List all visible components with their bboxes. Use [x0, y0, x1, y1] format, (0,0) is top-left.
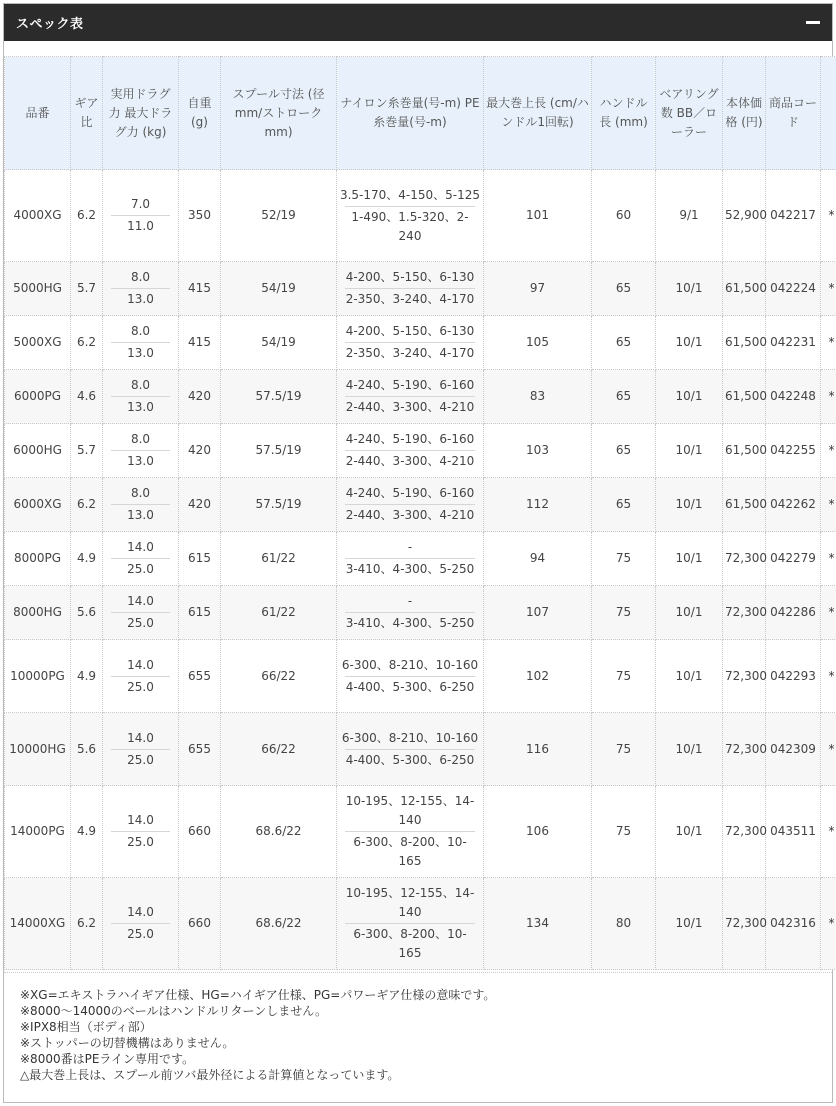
- cell-weight: 615: [179, 532, 221, 586]
- cell-drag-top: 8.0: [130, 378, 151, 392]
- cell-drag-bottom: 25.0: [111, 558, 170, 579]
- cell-weight: 655: [179, 713, 221, 786]
- cell-weight: 415: [179, 262, 221, 316]
- cell-mark: *: [821, 170, 836, 262]
- cell-spool: 68.6/22: [221, 786, 337, 878]
- column-header-mark: [821, 57, 836, 170]
- cell-model: 10000HG: [5, 713, 71, 786]
- cell-model: 6000HG: [5, 424, 71, 478]
- cell-drag: [103, 713, 179, 786]
- cell-retrieve: 105: [484, 316, 592, 370]
- cell-gear-ratio: 5.6: [71, 713, 103, 786]
- cell-code: 042224: [766, 262, 821, 316]
- cell-retrieve: 101: [484, 170, 592, 262]
- cell-handle: 65: [592, 478, 656, 532]
- cell-drag-bottom: 13.0: [111, 504, 170, 525]
- column-header-bearing: ベアリング数 BB／ローラー: [656, 57, 723, 170]
- cell-model: 8000PG: [5, 532, 71, 586]
- cell-bearing: 10/1: [656, 878, 723, 970]
- cell-spool: 68.6/22: [221, 878, 337, 970]
- panel-title: スペック表: [16, 17, 84, 32]
- column-header-spool: スプール寸法 (径mm/ストローク mm): [221, 57, 337, 170]
- cell-bearing: 10/1: [656, 586, 723, 640]
- cell-mark: *: [821, 316, 836, 370]
- cell-bearing: 10/1: [656, 786, 723, 878]
- cell-mark: *: [821, 424, 836, 478]
- cell-price: 61,500: [723, 424, 766, 478]
- cell-mark: *: [821, 586, 836, 640]
- cell-model: 14000PG: [5, 786, 71, 878]
- cell-line-capacity: [337, 370, 484, 424]
- cell-model: 5000XG: [5, 316, 71, 370]
- cell-bearing: 9/1: [656, 170, 723, 262]
- cell-spool: 66/22: [221, 640, 337, 713]
- cell-handle: 75: [592, 586, 656, 640]
- cell-line-capacity-top: 3.5-170、4-150、5-125: [339, 187, 481, 202]
- cell-bearing: 10/1: [656, 478, 723, 532]
- cell-line-capacity-top: 10-195、12-155、14-140: [345, 886, 475, 919]
- table-row: [5, 424, 836, 478]
- cell-drag-bottom: 25.0: [111, 676, 170, 697]
- cell-gear-ratio: 6.2: [71, 170, 103, 262]
- cell-model: 6000XG: [5, 478, 71, 532]
- cell-retrieve: 107: [484, 586, 592, 640]
- cell-line-capacity: [337, 316, 484, 370]
- cell-gear-ratio: 4.6: [71, 370, 103, 424]
- cell-bearing: 10/1: [656, 262, 723, 316]
- cell-line-capacity: [337, 424, 484, 478]
- cell-retrieve: 94: [484, 532, 592, 586]
- column-header-model: 品番: [5, 57, 71, 170]
- cell-code: 042262: [766, 478, 821, 532]
- cell-line-capacity-bottom: 3-410、4-300、5-250: [345, 558, 475, 579]
- cell-gear-ratio: 6.2: [71, 316, 103, 370]
- cell-gear-ratio: 5.6: [71, 586, 103, 640]
- cell-line-capacity: [337, 478, 484, 532]
- cell-line-capacity-top: 6-300、8-210、10-160: [341, 657, 479, 672]
- cell-line-capacity-bottom: 6-300、8-200、10-165: [345, 831, 475, 871]
- cell-drag: [103, 424, 179, 478]
- cell-handle: 80: [592, 878, 656, 970]
- cell-retrieve: 134: [484, 878, 592, 970]
- spec-table-wrapper: [4, 56, 835, 970]
- cell-drag-top: 14.0: [127, 905, 154, 919]
- cell-drag: [103, 532, 179, 586]
- cell-retrieve: 83: [484, 370, 592, 424]
- cell-line-capacity-bottom: 4-400、5-300、6-250: [345, 676, 475, 697]
- cell-price: 72,300: [723, 786, 766, 878]
- cell-code: 043511: [766, 786, 821, 878]
- cell-retrieve: 116: [484, 713, 592, 786]
- cell-code: 042279: [766, 532, 821, 586]
- cell-spool: 54/19: [221, 316, 337, 370]
- note-line: ※8000～14000のベールはハンドルリターンしません。: [20, 1004, 328, 1018]
- cell-line-capacity: [337, 586, 484, 640]
- cell-gear-ratio: 5.7: [71, 262, 103, 316]
- cell-drag: [103, 786, 179, 878]
- cell-gear-ratio: 4.9: [71, 786, 103, 878]
- cell-code: 042248: [766, 370, 821, 424]
- table-row: [5, 370, 836, 424]
- cell-mark: *: [821, 640, 836, 713]
- column-header-code: 商品コード: [766, 57, 821, 170]
- cell-drag-top: 14.0: [127, 813, 154, 827]
- cell-price: 72,300: [723, 713, 766, 786]
- cell-price: 72,300: [723, 532, 766, 586]
- cell-drag-bottom: 25.0: [111, 749, 170, 770]
- cell-spool: 57.5/19: [221, 478, 337, 532]
- cell-weight: 660: [179, 878, 221, 970]
- table-row: [5, 532, 836, 586]
- cell-gear-ratio: 4.9: [71, 532, 103, 586]
- cell-handle: 75: [592, 640, 656, 713]
- cell-model: 10000PG: [5, 640, 71, 713]
- cell-line-capacity-bottom: 6-300、8-200、10-165: [345, 923, 475, 963]
- cell-spool: 61/22: [221, 586, 337, 640]
- table-row: [5, 713, 836, 786]
- cell-mark: *: [821, 370, 836, 424]
- cell-line-capacity-top: -: [407, 540, 413, 554]
- cell-line-capacity-bottom: 2-350、3-240、4-170: [345, 342, 475, 363]
- spec-table: [4, 56, 836, 970]
- table-header-row: [5, 57, 836, 170]
- cell-drag-top: 14.0: [127, 594, 154, 608]
- cell-drag-top: 14.0: [127, 657, 154, 672]
- column-header-handle: ハンドル長 (mm): [592, 57, 656, 170]
- cell-drag: [103, 478, 179, 532]
- table-row: [5, 786, 836, 878]
- cell-line-capacity-bottom: 2-440、3-300、4-210: [345, 396, 475, 417]
- cell-drag: [103, 316, 179, 370]
- cell-price: 72,300: [723, 640, 766, 713]
- cell-line-capacity-bottom: 2-440、3-300、4-210: [345, 450, 475, 471]
- cell-price: 52,900: [723, 170, 766, 262]
- column-header-weight: 自重 (g): [179, 57, 221, 170]
- table-row: [5, 316, 836, 370]
- cell-code: 042255: [766, 424, 821, 478]
- cell-model: 6000PG: [5, 370, 71, 424]
- cell-bearing: 10/1: [656, 713, 723, 786]
- cell-line-capacity-top: 10-195、12-155、14-140: [345, 794, 475, 827]
- cell-price: 61,500: [723, 316, 766, 370]
- cell-weight: 660: [179, 786, 221, 878]
- cell-drag-top: 7.0: [130, 197, 151, 211]
- spec-table-body: [5, 170, 836, 970]
- table-row: [5, 478, 836, 532]
- column-header-gear: ギア比: [71, 57, 103, 170]
- cell-bearing: 10/1: [656, 532, 723, 586]
- cell-drag-bottom: 25.0: [111, 612, 170, 633]
- cell-line-capacity: [337, 170, 484, 262]
- cell-line-capacity-top: 4-240、5-190、6-160: [345, 432, 475, 446]
- cell-model: 8000HG: [5, 586, 71, 640]
- spec-panel: [3, 3, 833, 1103]
- cell-handle: 65: [592, 424, 656, 478]
- panel-header: [4, 4, 832, 41]
- cell-mark: *: [821, 532, 836, 586]
- cell-drag-bottom: 11.0: [111, 215, 170, 236]
- cell-line-capacity: [337, 640, 484, 713]
- cell-spool: 57.5/19: [221, 370, 337, 424]
- cell-weight: 420: [179, 424, 221, 478]
- cell-drag-top: 14.0: [127, 540, 154, 554]
- cell-drag: [103, 370, 179, 424]
- cell-spool: 52/19: [221, 170, 337, 262]
- cell-mark: *: [821, 878, 836, 970]
- table-row: [5, 878, 836, 970]
- cell-line-capacity-bottom: 1-490、1.5-320、2-240: [345, 206, 475, 246]
- cell-line-capacity: [337, 262, 484, 316]
- cell-weight: 420: [179, 370, 221, 424]
- cell-line-capacity-top: 4-200、5-150、6-130: [345, 270, 475, 284]
- cell-price: 61,500: [723, 478, 766, 532]
- cell-line-capacity-top: 4-240、5-190、6-160: [345, 378, 475, 392]
- cell-code: 042217: [766, 170, 821, 262]
- cell-drag-top: 8.0: [130, 432, 151, 446]
- cell-line-capacity-bottom: 4-400、5-300、6-250: [345, 749, 475, 770]
- cell-mark: *: [821, 262, 836, 316]
- cell-line-capacity-top: 4-200、5-150、6-130: [345, 324, 475, 338]
- cell-spool: 66/22: [221, 713, 337, 786]
- cell-bearing: 10/1: [656, 370, 723, 424]
- cell-line-capacity-bottom: 2-440、3-300、4-210: [345, 504, 475, 525]
- column-header-price: 本体価格 (円): [723, 57, 766, 170]
- cell-weight: 655: [179, 640, 221, 713]
- cell-line-capacity-top: 4-240、5-190、6-160: [345, 486, 475, 500]
- cell-line-capacity: [337, 532, 484, 586]
- table-row: [5, 640, 836, 713]
- column-header-retrieve: 最大巻上長 (cm/ハンドル1回転): [484, 57, 592, 170]
- cell-model: 4000XG: [5, 170, 71, 262]
- cell-drag-bottom: 13.0: [111, 288, 170, 309]
- cell-line-capacity-top: -: [407, 594, 413, 608]
- cell-model: 14000XG: [5, 878, 71, 970]
- cell-gear-ratio: 6.2: [71, 478, 103, 532]
- cell-mark: *: [821, 713, 836, 786]
- cell-gear-ratio: 6.2: [71, 878, 103, 970]
- cell-price: 72,300: [723, 586, 766, 640]
- cell-drag-top: 8.0: [130, 486, 151, 500]
- cell-bearing: 10/1: [656, 424, 723, 478]
- cell-drag: [103, 878, 179, 970]
- cell-weight: 350: [179, 170, 221, 262]
- column-header-drag: 実用ドラグ力 最大ドラグ力 (kg): [103, 57, 179, 170]
- cell-drag: [103, 262, 179, 316]
- table-row: [5, 586, 836, 640]
- cell-retrieve: 102: [484, 640, 592, 713]
- cell-retrieve: 106: [484, 786, 592, 878]
- cell-model: 5000HG: [5, 262, 71, 316]
- cell-spool: 61/22: [221, 532, 337, 586]
- cell-price: 61,500: [723, 262, 766, 316]
- note-line: △最大巻上長は、スプール前ツバ最外径による計算値となっています。: [20, 1068, 400, 1082]
- table-row: [5, 170, 836, 262]
- cell-drag-bottom: 13.0: [111, 342, 170, 363]
- cell-drag-bottom: 25.0: [111, 831, 170, 852]
- cell-spool: 57.5/19: [221, 424, 337, 478]
- note-line: ※IPX8相当（ボディ部）: [20, 1020, 152, 1034]
- cell-code: 042231: [766, 316, 821, 370]
- cell-drag-bottom: 25.0: [111, 923, 170, 944]
- cell-line-capacity-bottom: 2-350、3-240、4-170: [345, 288, 475, 309]
- cell-line-capacity-top: 6-300、8-210、10-160: [341, 730, 479, 745]
- cell-weight: 615: [179, 586, 221, 640]
- cell-drag-top: 8.0: [130, 270, 151, 284]
- cell-handle: 75: [592, 532, 656, 586]
- cell-code: 042286: [766, 586, 821, 640]
- cell-gear-ratio: 5.7: [71, 424, 103, 478]
- cell-bearing: 10/1: [656, 316, 723, 370]
- cell-weight: 420: [179, 478, 221, 532]
- cell-mark: *: [821, 478, 836, 532]
- cell-handle: 75: [592, 713, 656, 786]
- cell-code: 042309: [766, 713, 821, 786]
- cell-handle: 65: [592, 370, 656, 424]
- notes-section: [4, 972, 832, 1083]
- cell-line-capacity: [337, 713, 484, 786]
- collapse-minus-icon[interactable]: [806, 21, 820, 24]
- note-line: ※XG=エキストラハイギア仕様、HG=ハイギア仕様、PG=パワーギア仕様の意味です。: [20, 988, 496, 1002]
- cell-handle: 65: [592, 262, 656, 316]
- cell-gear-ratio: 4.9: [71, 640, 103, 713]
- cell-handle: 65: [592, 316, 656, 370]
- note-line: ※8000番はPEライン専用です。: [20, 1052, 195, 1066]
- cell-price: 61,500: [723, 370, 766, 424]
- cell-price: 72,300: [723, 878, 766, 970]
- cell-mark: *: [821, 786, 836, 878]
- cell-handle: 60: [592, 170, 656, 262]
- cell-line-capacity: [337, 878, 484, 970]
- cell-drag: [103, 170, 179, 262]
- cell-line-capacity-bottom: 3-410、4-300、5-250: [345, 612, 475, 633]
- table-row: [5, 262, 836, 316]
- cell-drag: [103, 586, 179, 640]
- cell-drag: [103, 640, 179, 713]
- cell-drag-bottom: 13.0: [111, 396, 170, 417]
- cell-retrieve: 97: [484, 262, 592, 316]
- cell-retrieve: 103: [484, 424, 592, 478]
- cell-retrieve: 112: [484, 478, 592, 532]
- cell-code: 042316: [766, 878, 821, 970]
- cell-handle: 75: [592, 786, 656, 878]
- cell-weight: 415: [179, 316, 221, 370]
- cell-bearing: 10/1: [656, 640, 723, 713]
- column-header-line: ナイロン糸巻量(号-m) PE糸巻量(号-m): [337, 57, 484, 170]
- cell-drag-top: 14.0: [127, 730, 154, 745]
- note-line: ※ストッパーの切替機構はありません。: [20, 1036, 235, 1050]
- cell-spool: 54/19: [221, 262, 337, 316]
- cell-drag-bottom: 13.0: [111, 450, 170, 471]
- cell-line-capacity: [337, 786, 484, 878]
- cell-drag-top: 8.0: [130, 324, 151, 338]
- cell-code: 042293: [766, 640, 821, 713]
